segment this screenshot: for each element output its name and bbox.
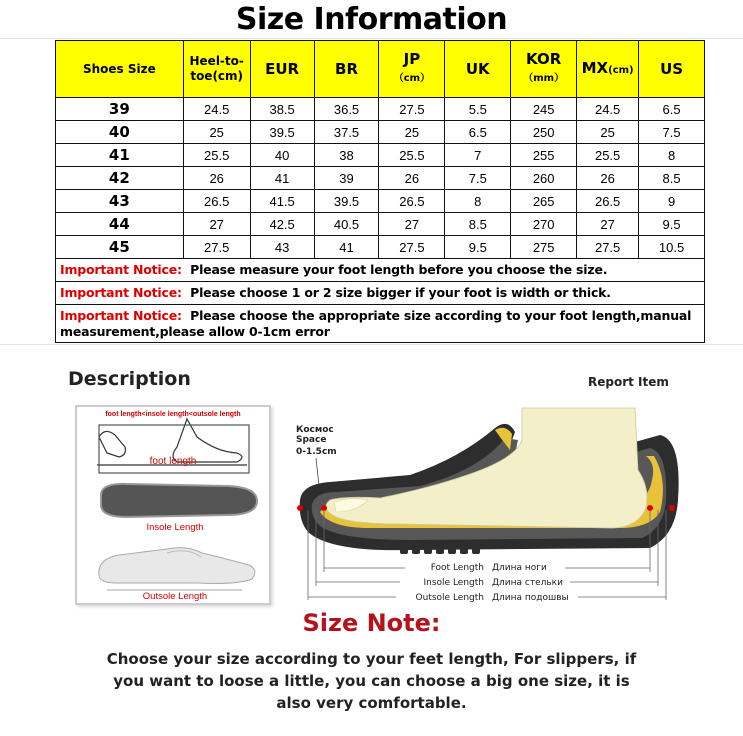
cell-heel: 24.5: [183, 98, 250, 121]
cell-br: 41: [314, 236, 379, 259]
cell-size: 43: [56, 190, 184, 213]
cell-size: 42: [56, 167, 184, 190]
length-relation-caption: foot length<insole length<outsole length: [105, 411, 241, 418]
cell-jp: 26: [379, 167, 445, 190]
cell-eur: 38.5: [250, 98, 314, 121]
notice-row-2: [56, 282, 705, 305]
cell-mx: 24.5: [577, 98, 639, 121]
foot-shape-icon: [326, 408, 647, 528]
header-mx: [577, 41, 639, 98]
cell-br: 40.5: [314, 213, 379, 236]
cell-jp: 25: [379, 121, 445, 144]
top-divider: [0, 38, 743, 39]
header-br: BR: [314, 41, 379, 98]
cell-br: 37.5: [314, 121, 379, 144]
cell-mx: 27.5: [577, 236, 639, 259]
cell-heel: 25.5: [183, 144, 250, 167]
cell-size: 39: [56, 98, 184, 121]
cell-uk: 5.5: [445, 98, 511, 121]
cell-br: 38: [314, 144, 379, 167]
cell-br: 39: [314, 167, 379, 190]
header-uk: UK: [445, 41, 511, 98]
cell-us: 10.5: [639, 236, 705, 259]
cell-heel: 26.5: [183, 190, 250, 213]
page-title: Size Information: [235, 2, 508, 37]
table-row: [56, 144, 705, 167]
outsole-length-ru: Длина подошвы: [492, 593, 569, 603]
header-jp: [379, 41, 445, 98]
cell-kor: 270: [511, 213, 577, 236]
shoe-cross-section-svg: [290, 400, 690, 610]
insole-length-label: Insole Length: [146, 522, 204, 533]
cell-jp: 26.5: [379, 190, 445, 213]
cell-us: 6.5: [639, 98, 705, 121]
header-heel-line2: toe(cm): [190, 69, 244, 83]
cell-size: 40: [56, 121, 184, 144]
cell-us: 8: [639, 144, 705, 167]
outsole-length-en: Outsole Length: [415, 593, 484, 603]
header-heel-line1: Heel-to-: [189, 54, 244, 68]
notice-cell: [56, 282, 705, 305]
cell-size: 44: [56, 213, 184, 236]
insole-length-en: Insole Length: [423, 578, 484, 588]
table-row: [56, 236, 705, 259]
size-note-line: also very comfortable.: [276, 694, 467, 712]
report-item-label: Report Item: [588, 375, 669, 389]
header-mx-label: MX: [581, 58, 609, 77]
cell-kor: 255: [511, 144, 577, 167]
foot-length-ru: Длина ноги: [492, 563, 547, 573]
table-row: [56, 213, 705, 236]
size-note-line: you want to loose a little, you can choose a big one size, it is: [113, 672, 630, 690]
cell-kor: 260: [511, 167, 577, 190]
cell-eur: 41.5: [250, 190, 314, 213]
insole-length-ru: Длина стельки: [492, 578, 563, 588]
space-label-range: 0-1.5cm: [296, 447, 337, 457]
cell-heel: 27: [183, 213, 250, 236]
cell-kor: 245: [511, 98, 577, 121]
cell-us: 8.5: [639, 167, 705, 190]
cell-us: 9.5: [639, 213, 705, 236]
header-eur: EUR: [250, 41, 314, 98]
length-illustration: [77, 407, 269, 603]
header-heel-to-toe: [183, 41, 250, 98]
measure-dot-right: [669, 505, 675, 511]
header-kor-label: KOR: [526, 50, 562, 68]
space-label-ru: Космос: [296, 425, 334, 435]
size-table: [55, 40, 705, 343]
cell-jp: 27.5: [379, 236, 445, 259]
table-row: [56, 98, 705, 121]
cell-eur: 42.5: [250, 213, 314, 236]
notice-row-3: [56, 305, 705, 343]
cell-eur: 39.5: [250, 121, 314, 144]
header-jp-label: JP: [403, 50, 421, 68]
foot-length-en: Foot Length: [430, 563, 484, 573]
shoe-cross-section: [290, 400, 690, 615]
cell-mx: 25.5: [577, 144, 639, 167]
cell-kor: 265: [511, 190, 577, 213]
cell-heel: 25: [183, 121, 250, 144]
cell-eur: 40: [250, 144, 314, 167]
foot-length-label: foot length: [149, 456, 197, 467]
notice-text: Please choose 1 or 2 size bigger if your foot is width or thick.: [190, 285, 611, 300]
measure-dot-left: [297, 505, 303, 511]
notice-cell: [56, 259, 705, 282]
header-shoes-size-label: Shoes Size: [82, 61, 156, 76]
header-kor-unit: （mm）: [523, 73, 565, 84]
cell-br: 36.5: [314, 98, 379, 121]
length-illustration-box: [75, 405, 271, 605]
cell-eur: 41: [250, 167, 314, 190]
table-row: [56, 121, 705, 144]
notice-text: Please measure your foot length before you choose the size.: [190, 262, 608, 277]
cell-heel: 27.5: [183, 236, 250, 259]
description-title: Description: [68, 368, 191, 390]
cell-heel: 26: [183, 167, 250, 190]
notice-cell: [56, 305, 705, 343]
size-rows: [56, 98, 705, 259]
cell-uk: 9.5: [445, 236, 511, 259]
cell-us: 9: [639, 190, 705, 213]
outsole-length-label: Outsole Length: [142, 591, 208, 602]
header-jp-unit: （cm）: [393, 73, 431, 84]
notice-row-1: [56, 259, 705, 282]
header-shoes-size: [56, 41, 184, 98]
cell-uk: 8.5: [445, 213, 511, 236]
cell-uk: 7: [445, 144, 511, 167]
cell-mx: 26.5: [577, 190, 639, 213]
notice-label: Important Notice:: [60, 262, 182, 277]
cell-size: 41: [56, 144, 184, 167]
cell-mx: 27: [577, 213, 639, 236]
size-note-title: Size Note:: [302, 609, 441, 637]
cell-us: 7.5: [639, 121, 705, 144]
header-kor: [511, 41, 577, 98]
cell-br: 39.5: [314, 190, 379, 213]
cell-uk: 6.5: [445, 121, 511, 144]
size-note-text: [60, 648, 683, 714]
cell-jp: 27.5: [379, 98, 445, 121]
cell-mx: 26: [577, 167, 639, 190]
section-divider: [0, 344, 743, 345]
cell-kor: 275: [511, 236, 577, 259]
cell-jp: 27: [379, 213, 445, 236]
header-us: US: [639, 41, 705, 98]
cell-eur: 43: [250, 236, 314, 259]
table-row: [56, 167, 705, 190]
header-row: [56, 41, 705, 98]
header-mx-unit: (cm): [608, 64, 634, 76]
cell-size: 45: [56, 236, 184, 259]
loafer-shoe-icon: [99, 548, 255, 584]
cell-mx: 25: [577, 121, 639, 144]
cell-jp: 25.5: [379, 144, 445, 167]
cell-kor: 250: [511, 121, 577, 144]
notice-text: Please choose the appropriate size according to your foot length,manual measurement,please allow 0-1cm error: [60, 307, 692, 339]
insole-icon: [101, 484, 257, 517]
space-label-en: Space: [296, 435, 327, 445]
notice-label: Important Notice:: [60, 285, 182, 300]
cell-uk: 7.5: [445, 167, 511, 190]
size-note-line: Choose your size according to your feet length, For slippers, if: [106, 650, 637, 668]
cell-uk: 8: [445, 190, 511, 213]
notice-label: Important Notice:: [60, 307, 182, 323]
table-row: [56, 190, 705, 213]
